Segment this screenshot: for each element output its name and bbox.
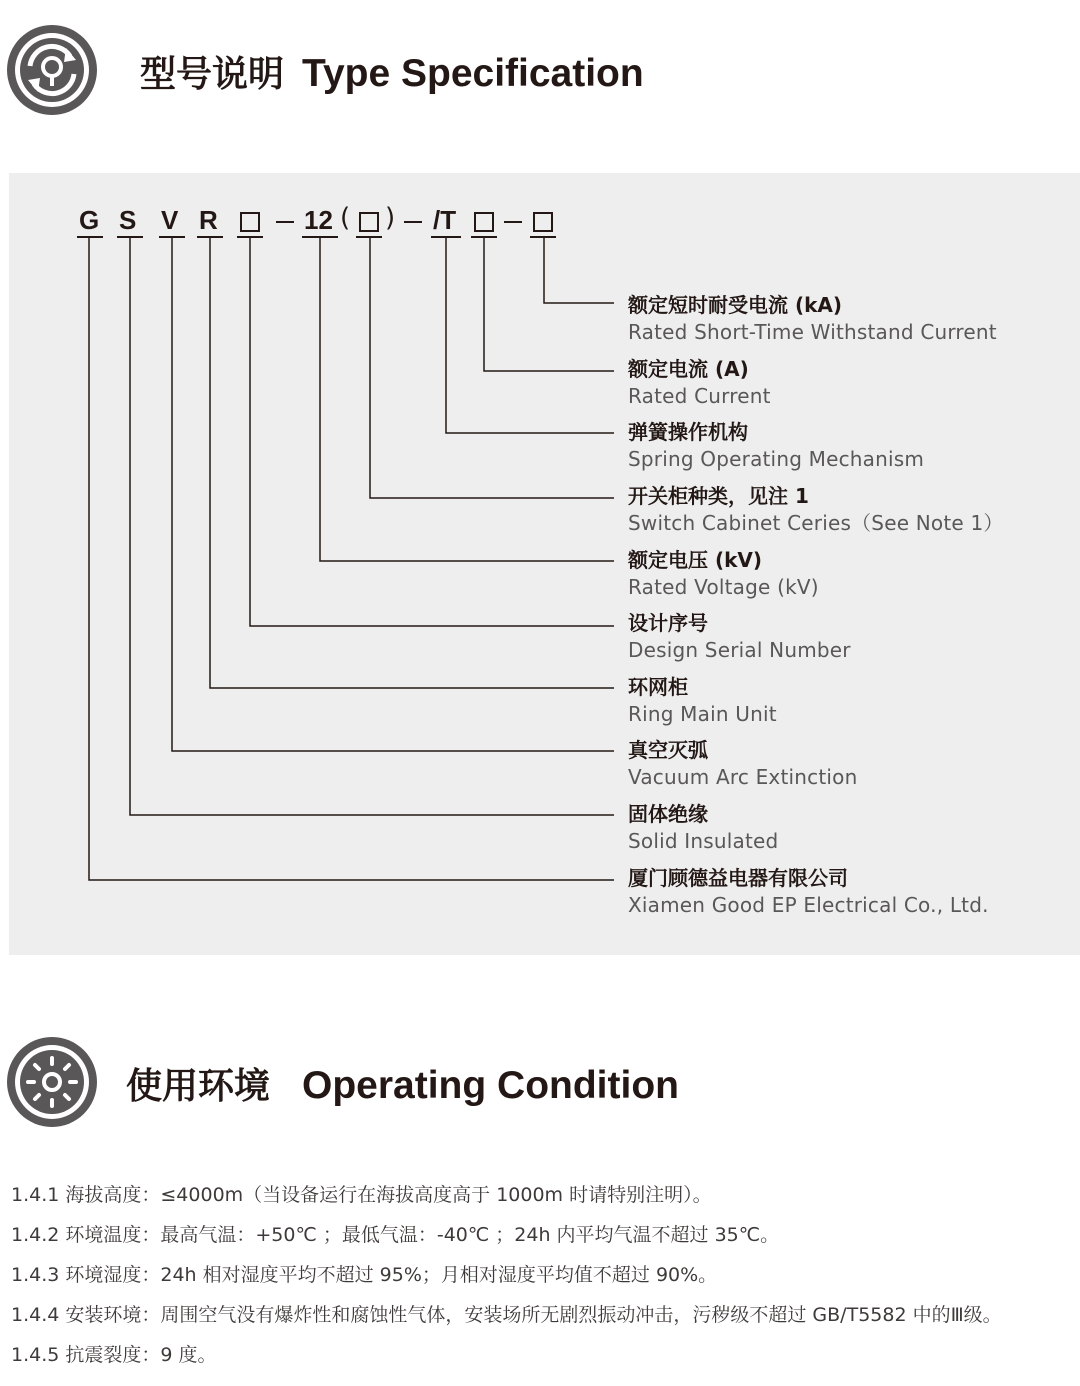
legend-cn: 弹簧操作机构: [628, 420, 748, 444]
type-spec-title-cn: 型号说明: [140, 54, 285, 95]
legend-en: Design Serial Number: [628, 638, 851, 662]
code-dash-3: [504, 221, 522, 223]
operating-title-cn: 使用环境: [126, 1066, 271, 1107]
legend-cn: 真空灭弧: [628, 738, 708, 762]
code-underline-box4: [530, 236, 556, 238]
code-box-serial: [240, 212, 260, 232]
condition-seismic: 1.4.5 抗震裂度：9 度。: [11, 1344, 217, 1366]
code-box-withstand: [533, 212, 553, 232]
legend-cn: 额定电流 (A): [628, 357, 749, 381]
condition-humidity: 1.4.3 环境湿度：24h 相对湿度平均不超过 95%；月相对湿度平均值不超过 90%。: [11, 1264, 718, 1286]
legend-item-company: [628, 865, 989, 919]
legend-en: Rated Short-Time Withstand Current: [628, 320, 997, 344]
code-dash-2: [404, 221, 422, 223]
code-char-g: G: [79, 205, 100, 235]
legend-item-cabinet: [628, 483, 1004, 537]
condition-temperature: 1.4.2 环境温度：最高气温：+50℃ ；最低气温：-40℃ ；24h 内平均气温不超过 35℃。: [11, 1224, 780, 1246]
legend-en: Switch Cabinet Ceries（See Note 1）: [628, 511, 1004, 535]
code-char-t: /T: [433, 205, 457, 235]
code-char-12: 12: [304, 205, 333, 235]
legend-item-serial: [628, 610, 851, 664]
operating-title: [126, 1058, 679, 1109]
sun-gear-icon: [4, 1034, 100, 1130]
operating-conditions-list: [11, 1175, 1002, 1375]
legend-en: Vacuum Arc Extinction: [628, 765, 858, 789]
refresh-search-icon: [4, 22, 100, 118]
code-underline-box3: [471, 236, 497, 238]
legend-en: Rated Voltage (kV): [628, 575, 819, 599]
condition-installation: 1.4.4 安装环境：周围空气没有爆炸性和腐蚀性气体，安装场所无剧烈振动冲击，污秽级不超过 GB/T5582 中的Ⅲ级。: [11, 1304, 1002, 1326]
type-spec-title: [140, 46, 644, 97]
code-underline-box2: [356, 236, 382, 238]
legend-cn: 环网柜: [628, 675, 688, 699]
code-paren-open: (: [340, 203, 351, 233]
legend-cn: 厦门顾德益电器有限公司: [628, 866, 848, 890]
code-box-cabinet: [359, 212, 379, 232]
code-char-v: V: [161, 205, 179, 235]
legend-item-rated-current: [628, 356, 771, 410]
legend-item-vacuum: [628, 737, 857, 791]
code-underline-g: [77, 236, 103, 238]
legend-item-spring: [628, 419, 924, 473]
code-underline-12: [302, 236, 338, 238]
legend-en: Rated Current: [628, 384, 771, 408]
legend-en: Ring Main Unit: [628, 702, 777, 726]
code-char-s: S: [119, 205, 137, 235]
legend-en: Xiamen Good EP Electrical Co., Ltd.: [628, 893, 989, 917]
legend-item-solid: [628, 801, 778, 855]
code-underline-s: [117, 236, 143, 238]
code-underline-v: [159, 236, 185, 238]
legend-en: Spring Operating Mechanism: [628, 447, 925, 471]
legend-en: Solid Insulated: [628, 829, 779, 853]
code-underline-r: [197, 236, 223, 238]
operating-title-en: Operating Condition: [302, 1064, 679, 1107]
legend-cn: 额定电压 (kV): [628, 548, 763, 572]
legend-cn: 固体绝缘: [628, 802, 708, 826]
condition-altitude: 1.4.1 海拔高度：≤4000m（当设备运行在海拔高度高于 1000m 时请特别注明）。: [11, 1184, 712, 1206]
code-underline-box1: [237, 236, 263, 238]
type-spec-panel: [9, 173, 1080, 955]
code-paren-close: ): [385, 203, 396, 233]
code-char-r: R: [199, 205, 218, 235]
code-box-current: [474, 212, 494, 232]
legend-cn: 额定短时耐受电流 (kA): [628, 293, 843, 317]
legend-cn: 设计序号: [628, 611, 708, 635]
code-dash-1: [276, 221, 294, 223]
code-underline-t: [431, 236, 461, 238]
legend-cn: 开关柜种类，见注 1: [628, 484, 809, 508]
legend-item-voltage: [628, 547, 819, 601]
type-spec-title-en: Type Specification: [302, 52, 644, 95]
legend-item-withstand: [628, 292, 997, 346]
legend-item-rmu: [628, 674, 777, 728]
